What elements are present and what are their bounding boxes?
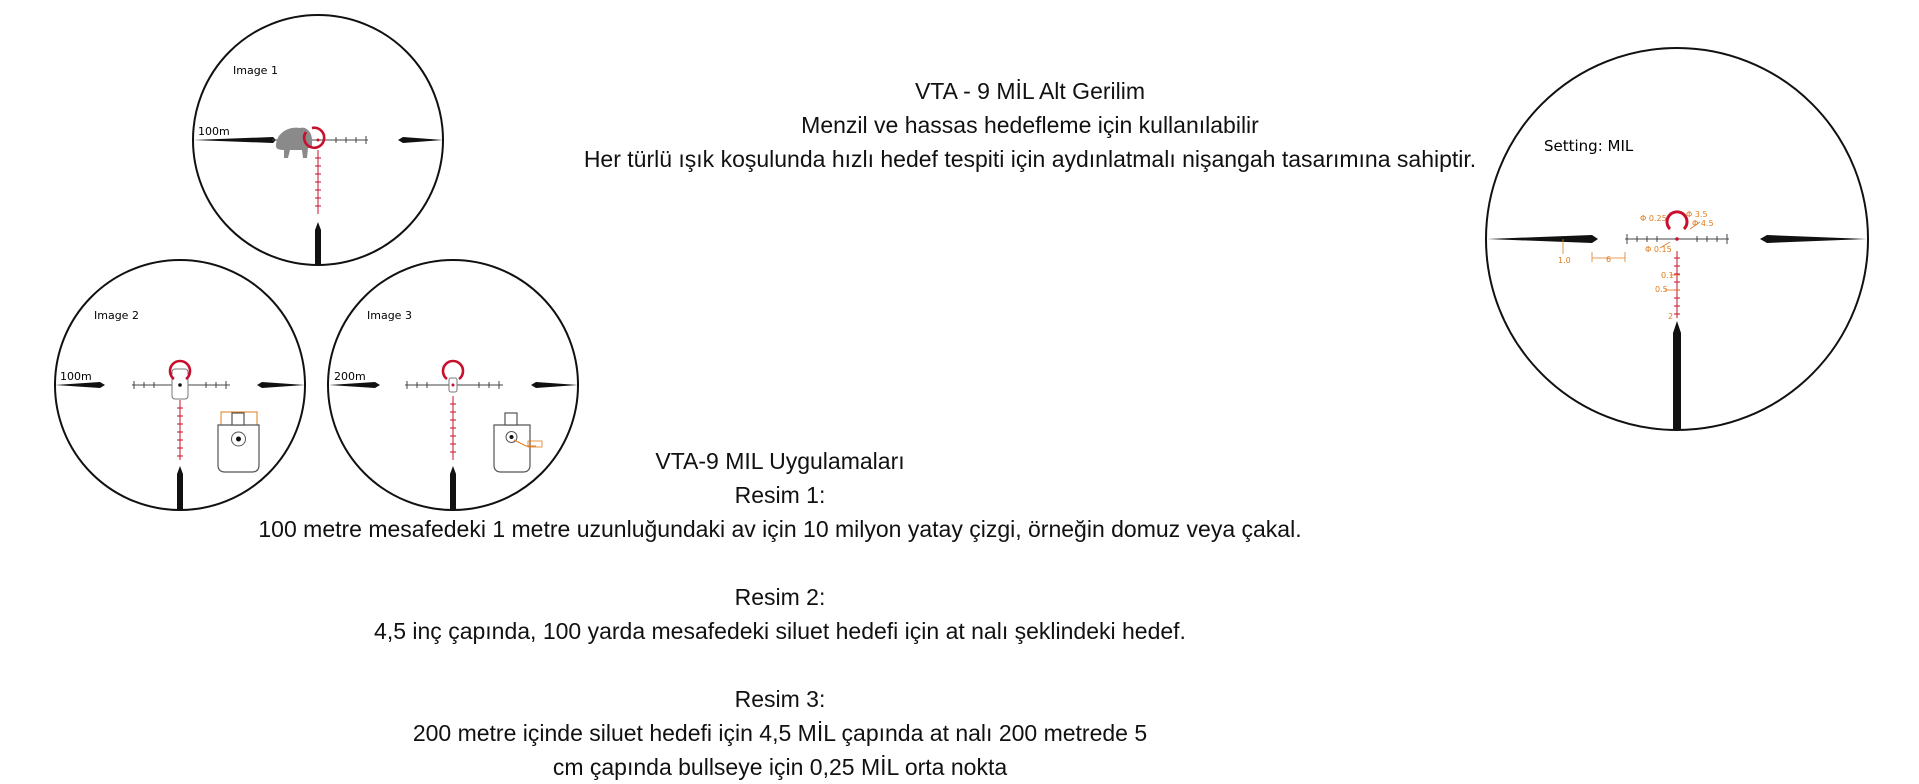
bullseye-dot [510,435,514,439]
center-dot [452,384,455,387]
label-tick-height: 1.0 [1558,256,1571,265]
header-line-2: Menzil ve hassas hedefleme için kullanılabilir [801,112,1259,138]
scope-caption: Image 1 [233,64,278,77]
label-tick-spacing: 0.1 [1661,271,1674,280]
header-title: VTA - 9 MİL Alt Gerilim [914,78,1146,104]
center-dot [317,139,320,142]
resim-3-text-b: cm çapında bullseye için 0,25 MİL orta nokta [552,754,1008,780]
header-block [520,74,1540,176]
scope-setting-mil [1486,48,1868,430]
bottom-post [1673,321,1681,430]
spacer [160,546,1400,580]
label-line-width: Φ 0.15 [1645,245,1672,254]
applications-title: VTA-9 MIL Uygulamaları [655,448,905,474]
scope-caption: Image 3 [367,309,412,322]
range-label: 200m [334,370,366,383]
header-line-3: Her türlü ışık koşulunda hızlı hedef tespiti için aydınlatmalı nişangah tasarımına sahiptir. [583,146,1477,172]
center-dot [178,383,182,387]
resim-1-text: 100 metre mesafedeki 1 metre uzunluğundaki av için 10 milyon yatay çizgi, örneğin domuz veya çakal. [258,516,1302,542]
resim-3-label: Resim 3: [734,686,826,712]
center-dot [1675,237,1679,241]
scope-image-1 [193,15,443,265]
scope-caption: Image 2 [94,309,139,322]
resim-2-text: 4,5 inç çapında, 100 yarda mesafedeki siluet hedefi için at nalı şeklindeki hedef. [374,618,1186,644]
setting-caption: Setting: MIL [1544,137,1634,155]
range-label: 100m [198,125,230,138]
bullseye-dot [236,437,241,442]
range-label: 100m [60,370,92,383]
label-subtension: 0.5 [1655,285,1668,294]
bottom-post [315,222,321,265]
resim-1-label: Resim 1: [734,482,826,508]
label-bottom-value: 2 [1668,312,1674,321]
applications-block [160,444,1400,784]
resim-2-label: Resim 2: [734,584,826,610]
target-head [505,413,517,425]
label-horseshoe-diameter: Φ 4.5 [1692,219,1714,228]
resim-3-text-a: 200 metre içinde siluet hedefi için 4,5 MİL çapında at nalı 200 metrede 5 [412,720,1148,746]
spacer [160,648,1400,682]
target-head [232,413,244,425]
label-outer-diameter: Φ 3.5 [1686,210,1708,219]
label-gap-width: 6 [1606,255,1612,264]
label-center-dot-diameter: Φ 0.25 [1640,214,1667,223]
